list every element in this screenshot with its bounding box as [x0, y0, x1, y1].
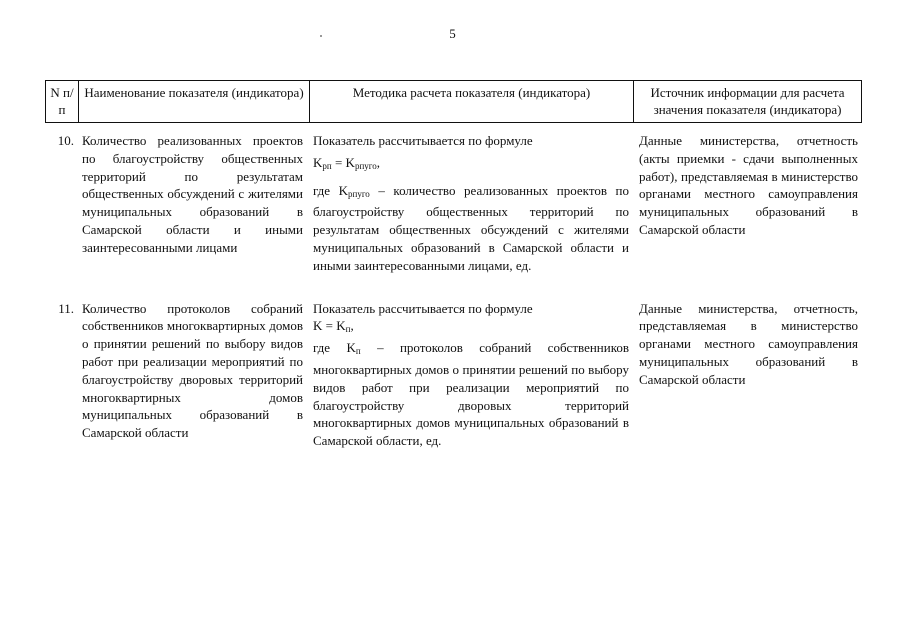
method-intro: Показатель рассчитывается по формуле — [313, 300, 533, 316]
information-source: Данные министерства, отчетность (акты приемки - сдачи выполненных работ), представляемая в министерство органами местного самоуправления муниципальных образований в Самарской области — [639, 133, 858, 237]
page-number: 5 — [449, 26, 456, 41]
formula: $K = K_п$, — [313, 318, 354, 335]
method-intro: Показатель рассчитывается по формуле — [313, 133, 533, 148]
indicator-name: Количество реализованных проектов по благоустройству общественных территорий по результатам общественных обсуждений с жителями муниципальных образований в Самарской области и иными заинтересованными лицами — [82, 133, 303, 255]
scan-speck — [320, 35, 322, 37]
table-header — [45, 80, 862, 123]
calculation-method — [309, 132, 633, 275]
calculation-method — [309, 300, 633, 450]
table-row — [45, 300, 862, 450]
header-method: Методика расчета показателя (индикатора) — [309, 81, 633, 122]
indicator-table — [45, 80, 862, 450]
indicator-name: Количество протоколов собраний собственников многоквартирных домов о принятии решений по выбору видов работ при реализации мероприятий по благоустройству дворовых территорий многоквартирных домов муниципальных образований в Самарской области — [82, 300, 303, 441]
information-source: Данные министерства, отчетность, представляемая в министерство органами местного самоуправления муниципальных образований в Самарской области — [639, 300, 858, 387]
header-source: Источник информации для расчета значения показателя (индикатора) — [633, 81, 862, 122]
row-number: 11. — [58, 300, 74, 316]
method-description: где $K_{рпуго}$ – количество реализованных проектов по благоустройству общественных территорий по результатам общественных обсуждений с жителями муниципальных образований в Самарской области и иными заинтересованными лицами, ед. — [313, 182, 629, 273]
formula: $K_{рп} = K_{рпуго}$, — [313, 154, 380, 171]
header-name: Наименование показателя (индикатора) — [78, 81, 309, 122]
row-number: 10. — [57, 133, 74, 148]
table-row — [45, 132, 862, 275]
method-description: где $K_п$ – протоколов собраний собственников многоквартирных домов о принятии решений по выбору видов работ при реализации мероприятий по благоустройству дворовых территорий многоквартирных домов муниципальных образований в Самарской области, ед. — [313, 340, 630, 449]
header-num: N п/п — [45, 81, 78, 122]
